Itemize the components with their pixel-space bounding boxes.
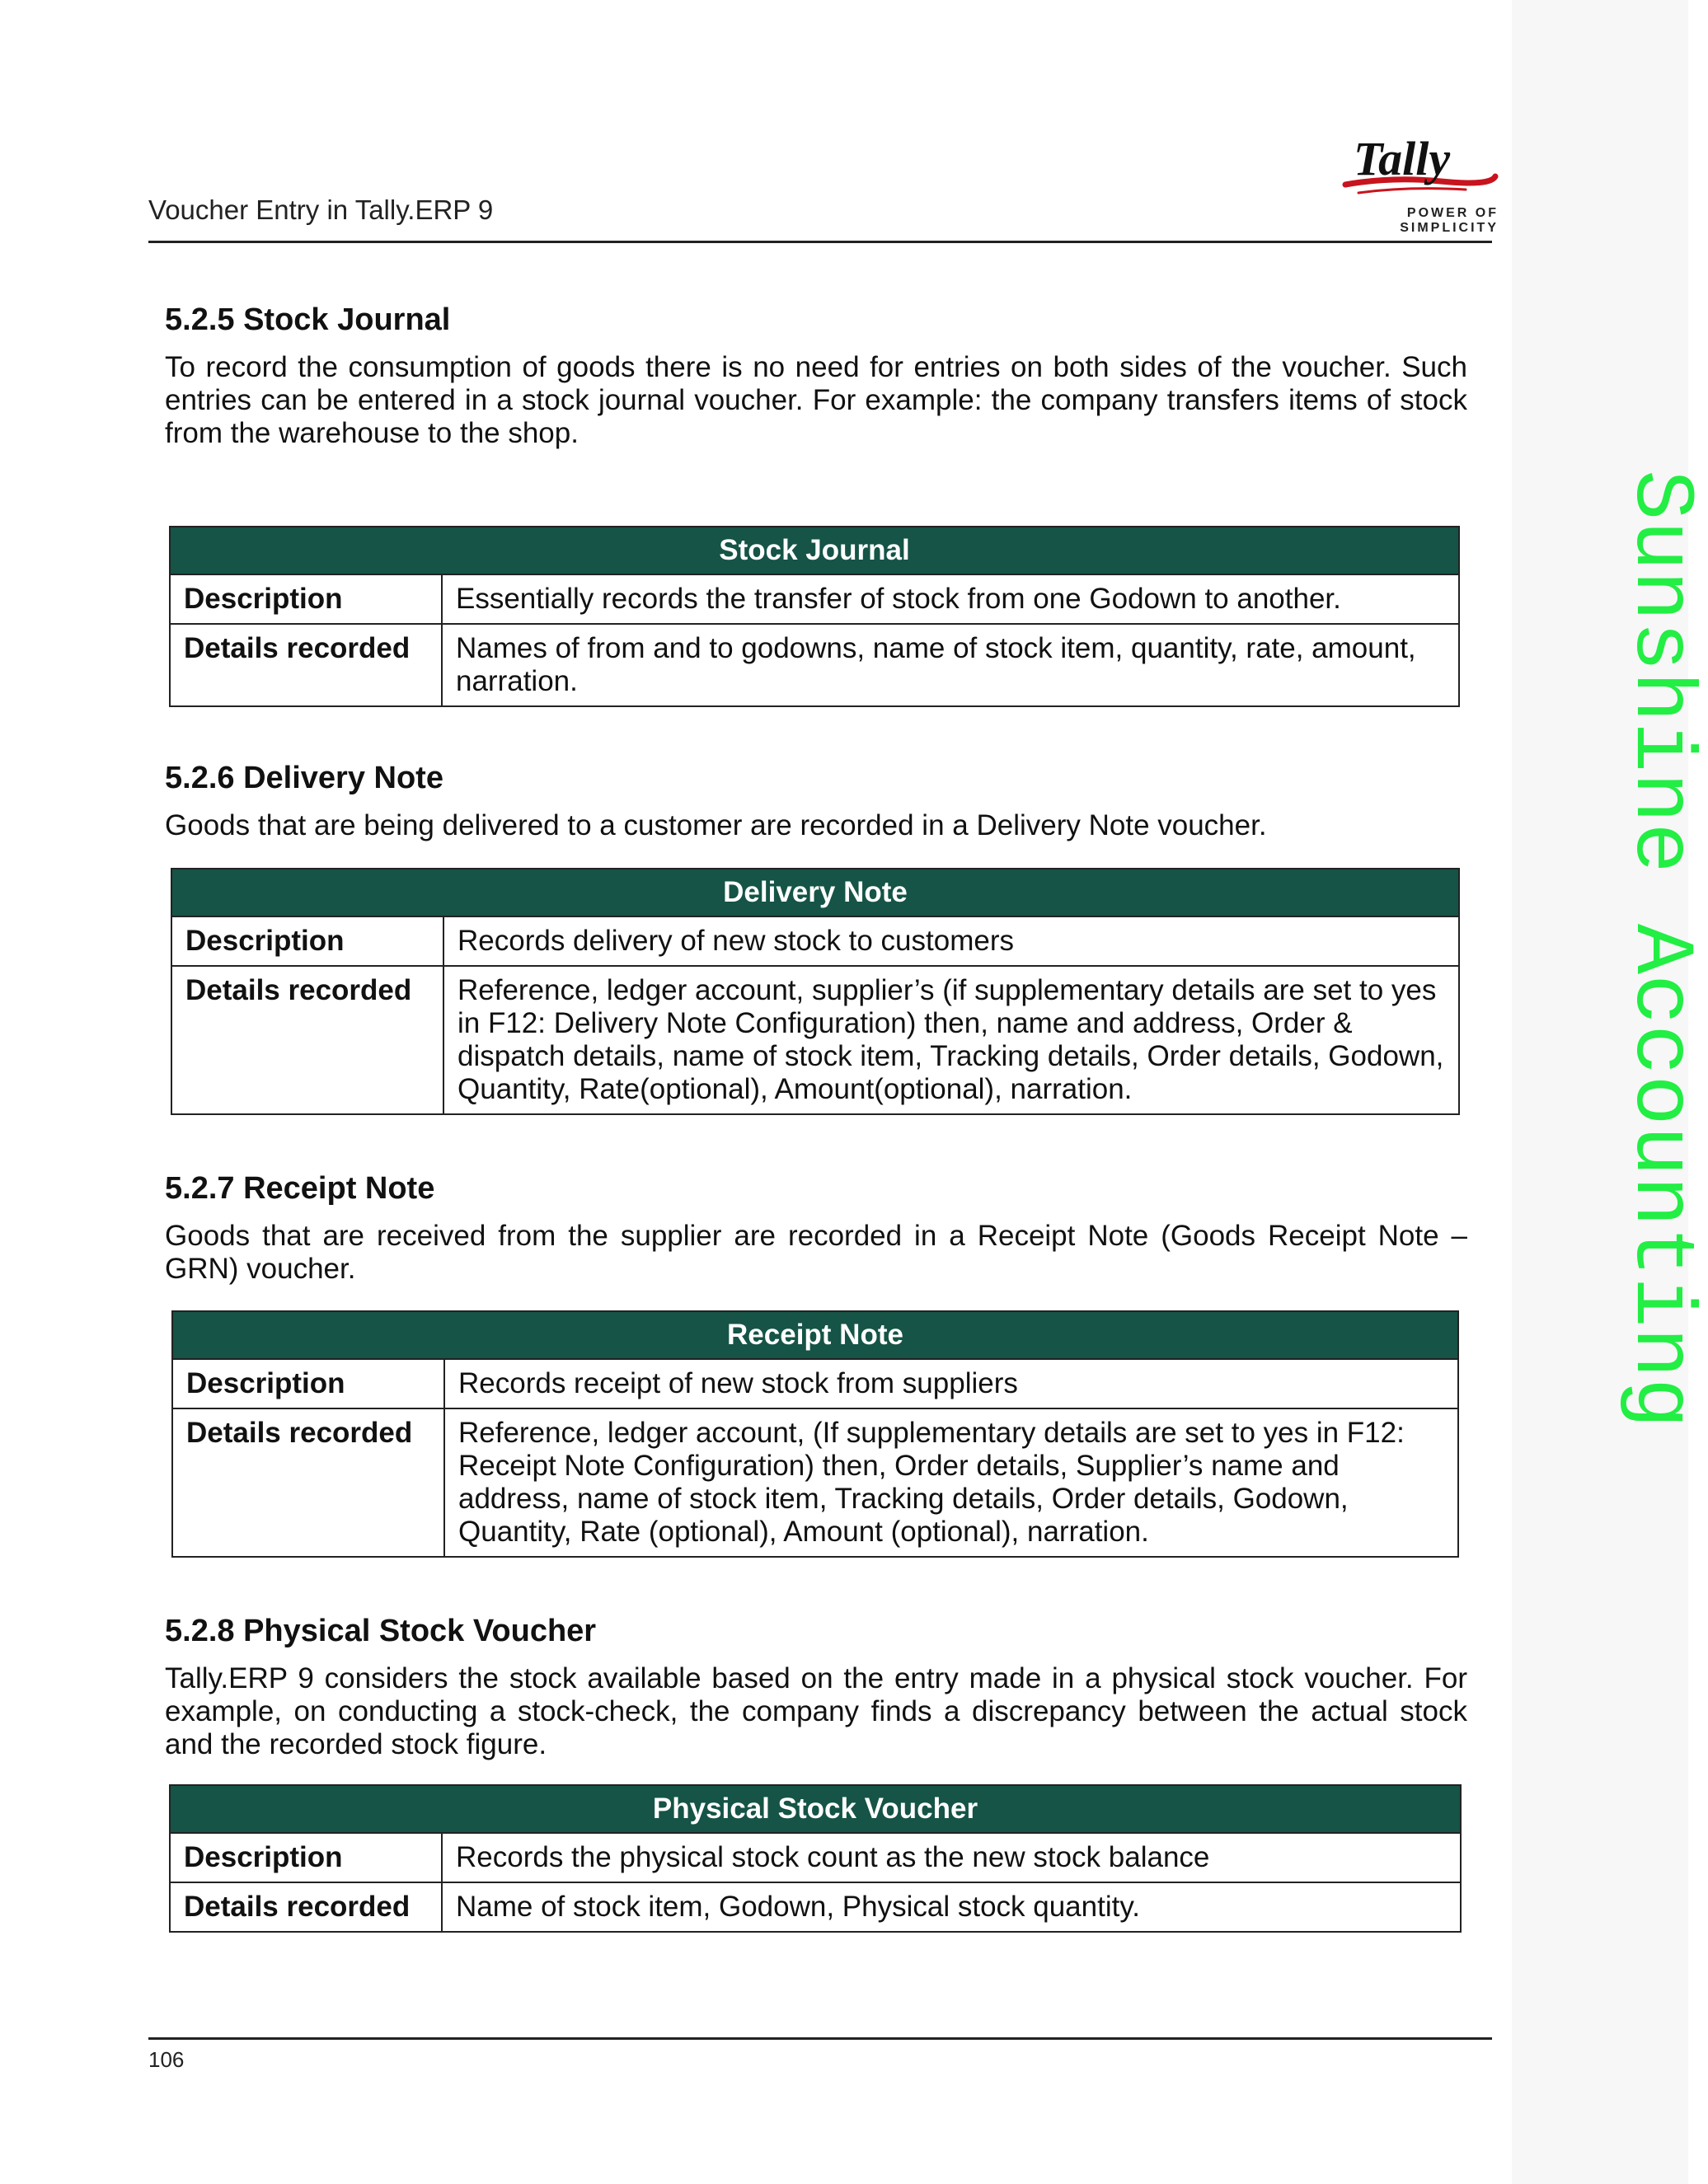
table-row — [171, 916, 1459, 966]
logo-tagline: POWER OF SIMPLICITY — [1400, 206, 1499, 235]
row-value: Reference, ledger account, supplier’s (if supplementary details are set to yes in F12: Delivery Note Configuration) then, name and address, Order & dispatch details, name of stock item, Tracking details, Order details, Godown, Quantity, Rate(optional), Amount(optional), narration. — [443, 966, 1459, 1114]
row-value: Records the physical stock count as the new stock balance — [442, 1833, 1461, 1882]
watermark-text: Sunshine Accounting — [1612, 470, 1708, 1428]
section-paragraph: Tally.ERP 9 considers the stock available based on the entry made in a physical stock voucher. For example, on conducting a stock-check, the company finds a discrepancy between the actual stock and the recorded stock figure. — [165, 1662, 1467, 1760]
section-paragraph: Goods that are received from the supplier are recorded in a Receipt Note (Goods Receipt Note – GRN) voucher. — [165, 1220, 1467, 1285]
table-row — [171, 966, 1459, 1114]
row-label: Details recorded — [171, 966, 443, 1114]
row-label: Details recorded — [170, 624, 442, 706]
table-title: Delivery Note — [171, 869, 1459, 916]
table-row — [170, 1882, 1461, 1932]
page-number: 106 — [148, 2047, 185, 2072]
row-value: Essentially records the transfer of stock from one Godown to another. — [442, 574, 1459, 624]
tally-logo-mark — [1342, 132, 1499, 198]
table-row — [172, 1408, 1458, 1557]
tally-logo — [1309, 132, 1499, 235]
header-rule — [148, 241, 1492, 243]
row-value: Reference, ledger account, (If supplementary details are set to yes in F12: Receipt Note Configuration) then, Order details, Supplier’s name and address, name of stock item, Tracking details, Order details, Godown, Quantity, Rate (optional), Amount (optional), narration. — [444, 1408, 1458, 1557]
table-row — [172, 1359, 1458, 1408]
section-heading: 5.2.5 Stock Journal — [165, 302, 451, 337]
section-physical-stock-voucher — [165, 1611, 1467, 1761]
row-label: Description — [170, 574, 442, 624]
section-delivery-note — [165, 758, 1467, 842]
receipt-note-table — [171, 1310, 1459, 1558]
physical-stock-voucher-table — [169, 1784, 1462, 1933]
row-value: Records delivery of new stock to customers — [443, 916, 1459, 966]
row-label: Details recorded — [170, 1882, 442, 1932]
table-title: Receipt Note — [172, 1311, 1458, 1359]
section-paragraph: Goods that are being delivered to a customer are recorded in a Delivery Note voucher. — [165, 809, 1267, 841]
table-title: Physical Stock Voucher — [170, 1785, 1461, 1833]
table-row — [170, 624, 1459, 706]
row-label: Description — [170, 1833, 442, 1882]
row-label: Details recorded — [172, 1408, 444, 1557]
row-label: Description — [172, 1359, 444, 1408]
table-title: Stock Journal — [170, 527, 1459, 574]
section-heading: 5.2.8 Physical Stock Voucher — [165, 1614, 597, 1648]
delivery-note-table — [171, 868, 1460, 1115]
section-heading: 5.2.6 Delivery Note — [165, 761, 443, 795]
table-row — [170, 1833, 1461, 1882]
row-value: Names of from and to godowns, name of stock item, quantity, rate, amount, narration. — [442, 624, 1459, 706]
row-label: Description — [171, 916, 443, 966]
section-receipt-note — [165, 1169, 1467, 1286]
stock-journal-table — [169, 526, 1460, 707]
section-paragraph: To record the consumption of goods there is no need for entries on both sides of the voucher. Such entries can be entered in a stock journal voucher. For example: the company transfers items of stock from the warehouse to the shop. — [165, 351, 1467, 449]
running-header-title: Voucher Entry in Tally.ERP 9 — [148, 194, 494, 225]
section-heading: 5.2.7 Receipt Note — [165, 1171, 435, 1206]
section-stock-journal — [165, 300, 1467, 450]
tally-logo-wordmark: Tally — [1354, 132, 1451, 185]
row-value: Records receipt of new stock from suppliers — [444, 1359, 1458, 1408]
footer-rule — [148, 2037, 1492, 2040]
table-row — [170, 574, 1459, 624]
row-value: Name of stock item, Godown, Physical stock quantity. — [442, 1882, 1461, 1932]
